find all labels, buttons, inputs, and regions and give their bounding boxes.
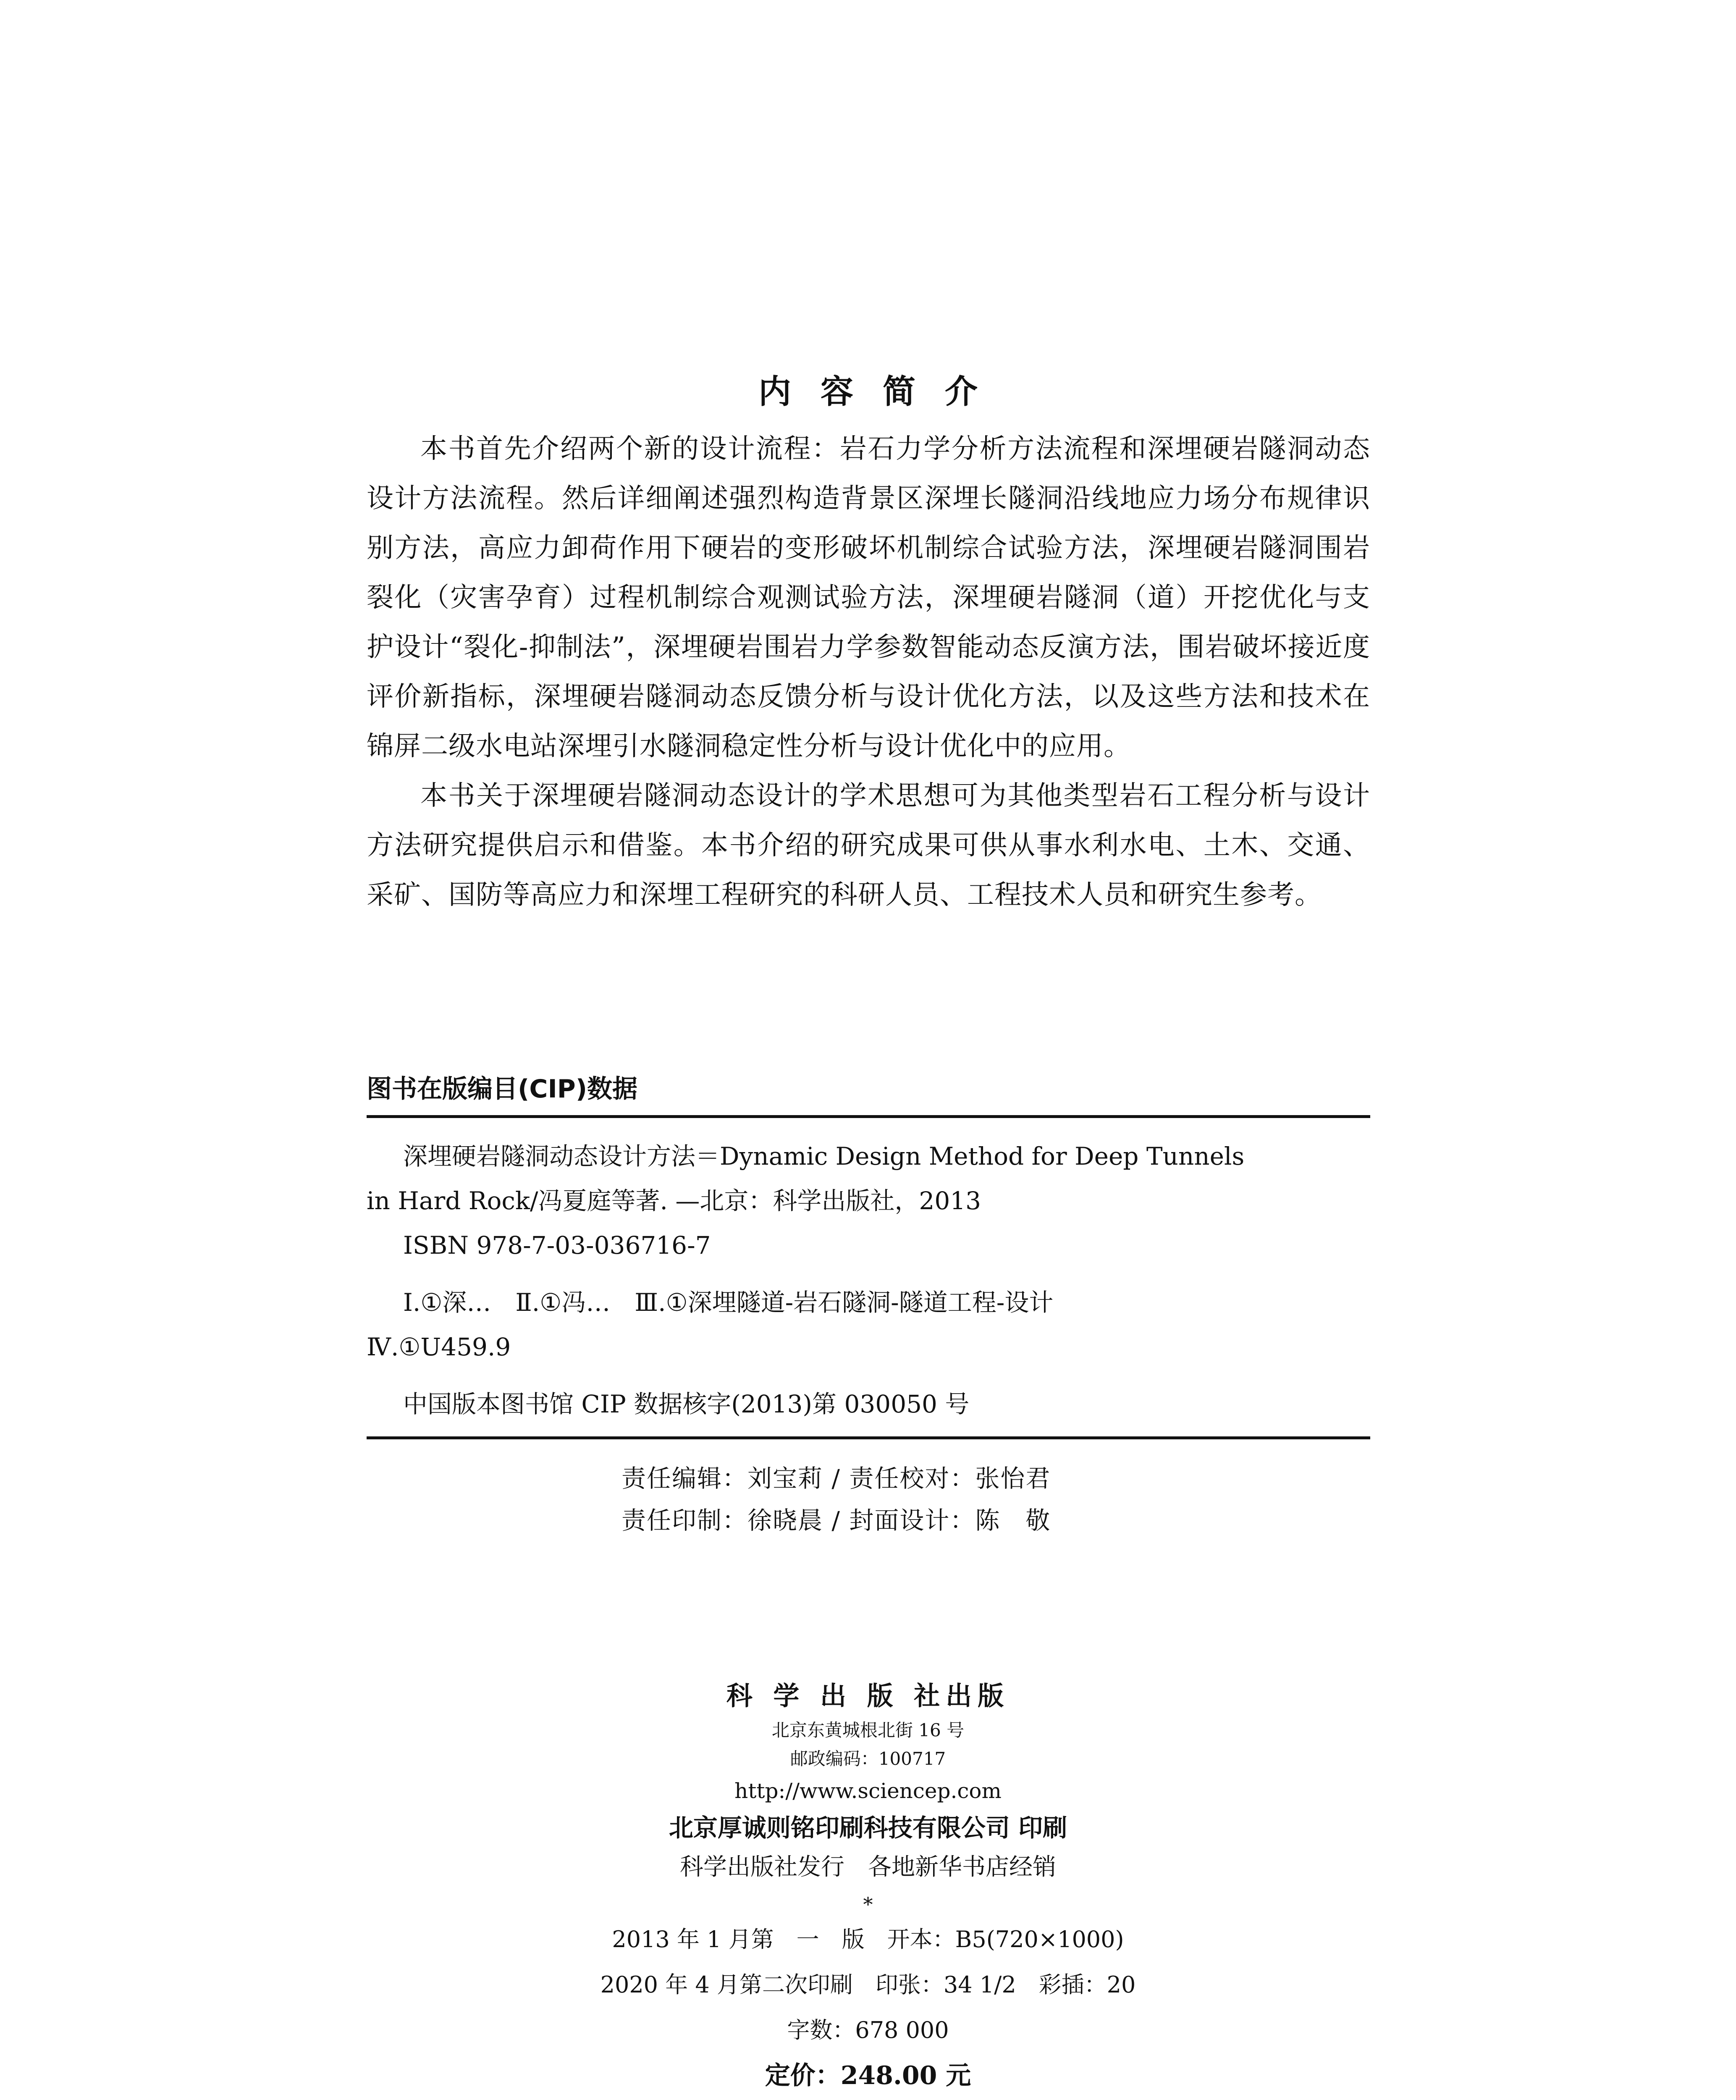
editorial-staff bbox=[621, 1457, 1051, 1541]
price: 定价：248.00 元 bbox=[765, 2061, 971, 2090]
printer: 北京厚诚则铭印刷科技有限公司 印刷 bbox=[669, 1814, 1067, 1842]
publisher-postcode: 邮政编码：100717 bbox=[790, 1748, 946, 1769]
spacer bbox=[403, 1369, 1370, 1382]
cip-title-line: in Hard Rock/冯夏庭等著. —北京：科学出版社，2013 bbox=[367, 1186, 981, 1215]
section-title: 内容简介 bbox=[758, 373, 1007, 411]
spacer bbox=[403, 1268, 1370, 1280]
abstract-paragraph: 本书关于深埋硬岩隧洞动态设计的学术思想可为其他类型岩石工程分析与设计方法研究提供启示和借鉴。本书介绍的研究成果可供从事水利水电、土木、交通、采矿、国防等高应力和深埋工程研究的科研人员、工程技术人员和研究生参考。 bbox=[367, 780, 1370, 911]
publisher-info bbox=[0, 1676, 1736, 2100]
publisher-url: http://www.sciencep.com bbox=[734, 1779, 1002, 1803]
cip-title-line: 深埋硬岩隧洞动态设计方法＝Dynamic Design Method for Deep Tunnels bbox=[403, 1142, 1245, 1171]
printing-info: 2020 年 4 月第二次印刷 印张：34 1/2 彩插：20 bbox=[600, 1971, 1136, 1998]
cip-heading: 图书在版编目(CIP)数据 bbox=[367, 1074, 638, 1104]
staff-line: 责任印制：徐晓晨 / 封面设计：陈 敬 bbox=[621, 1506, 1051, 1535]
abstract bbox=[367, 424, 1370, 920]
cip-isbn: ISBN 978-7-03-036716-7 bbox=[403, 1231, 711, 1260]
abstract-paragraph: 本书首先介绍两个新的设计流程：岩石力学分析方法流程和深埋硬岩隧洞动态设计方法流程。然后详细阐述强烈构造背景区深埋长隧洞沿线地应力场分布规律识别方法，高应力卸荷作用下硬岩的变形破坏机制综合试验方法，深埋硬岩隧洞围岩裂化（灾害孕育）过程机制综合观测试验方法，深埋硬岩隧洞（道）开挖优化与支护设计“裂化-抑制法”，深埋硬岩围岩力学参数智能动态反演方法，围岩破坏接近度评价新指标，深埋硬岩隧洞动态反馈分析与设计优化方法，以及这些方法和技术在锦屏二级水电站深埋引水隧洞稳定性分析与设计优化中的应用。 bbox=[367, 433, 1370, 762]
cip-subjects: Ⅰ.①深… Ⅱ.①冯… Ⅲ.①深埋隧道-岩石隧洞-隧道工程-设计 bbox=[403, 1288, 1054, 1317]
edition-info: 2013 年 1 月第 一 版 开本：B5(720×1000) bbox=[612, 1926, 1124, 1953]
staff-line: 责任编辑：刘宝莉 / 责任校对：张怡君 bbox=[621, 1464, 1051, 1493]
word-count: 字数：678 000 bbox=[787, 2017, 949, 2043]
divider bbox=[367, 1115, 1370, 1118]
publisher-address: 北京东黄城根北街 16 号 bbox=[771, 1720, 965, 1740]
quality-note bbox=[0, 2098, 1736, 2100]
cip-classification: Ⅳ.①U459.9 bbox=[367, 1333, 511, 1361]
cip-record-number: 中国版本图书馆 CIP 数据核字(2013)第 030050 号 bbox=[403, 1390, 970, 1418]
distribution: 科学出版社发行 各地新华书店经销 bbox=[680, 1853, 1056, 1881]
cip-record bbox=[367, 1134, 1370, 1426]
divider bbox=[367, 1436, 1370, 1439]
separator-star: * bbox=[863, 1893, 873, 1916]
publisher-name: 科 学 出 版 社出版 bbox=[726, 1680, 1010, 1711]
